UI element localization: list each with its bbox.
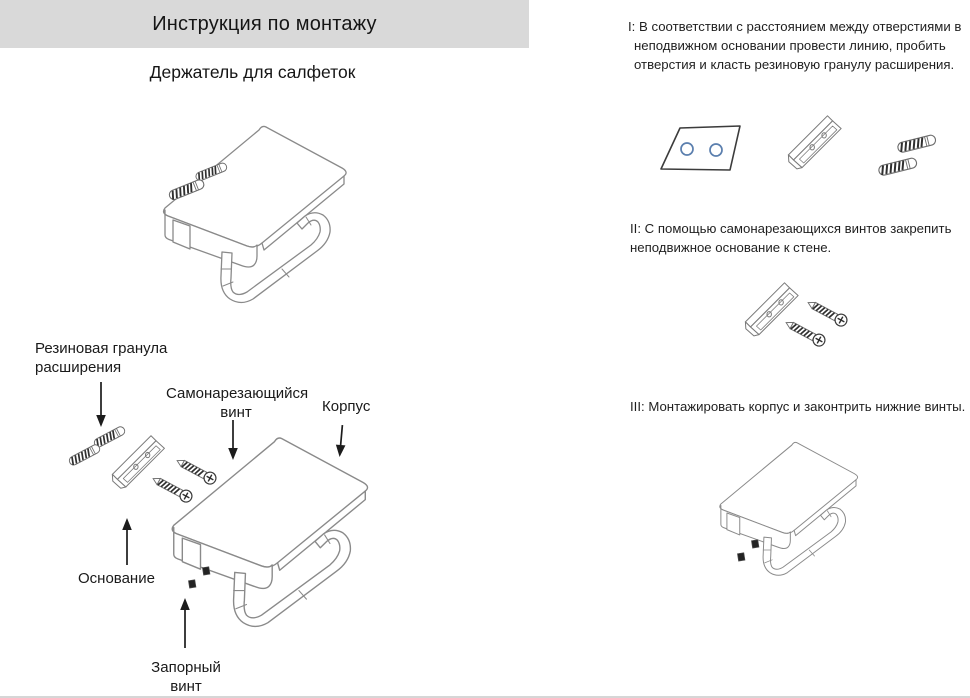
label-line: Запорный [151,659,221,676]
label-line: расширения [35,359,122,376]
step-2-text [630,219,951,257]
title-band [0,0,529,48]
step-3-line: III: Монтажировать корпус и законтрить нижние винты. [630,399,966,414]
arrow-down-icon [93,381,109,428]
arrow-down-icon [332,423,351,458]
figure-assembled-holder [140,118,400,348]
step-1-text [628,17,961,74]
label-base: Основание [78,570,155,587]
label-self-tapping-screw [166,384,309,422]
label-body: Корпус [322,398,371,415]
product-subtitle: Держатель для салфеток [149,62,356,82]
arrow-down-icon [225,419,241,461]
step-2-line: II: С помощью самонарезающихся винтов закрепить [630,221,952,236]
label-line: винт [220,404,252,421]
step-1-line: отверстия и класть резиновую гранулу расширения. [634,57,955,72]
label-rubber-expansion-plug [35,339,175,377]
step-1-line: I: В соответствии с расстоянием между отверстиями в [628,19,962,34]
label-line: винт [170,678,202,695]
label-line: Резиновая гранула [35,340,168,357]
arrow-up-icon [119,517,135,566]
label-lock-screw [146,658,226,696]
page-title: Инструкция по монтажу [152,12,377,35]
step-2-line: неподвижное основание к стене. [630,240,832,255]
figure-step-1 [645,101,965,211]
figure-step-2 [720,268,880,373]
step-1-line: неподвижном основании провести линию, пробить [634,38,946,53]
arrow-up-icon [177,597,193,649]
label-line: Самонарезающийся [166,385,309,402]
step-3-text [630,397,965,416]
figure-step-3 [712,436,912,596]
